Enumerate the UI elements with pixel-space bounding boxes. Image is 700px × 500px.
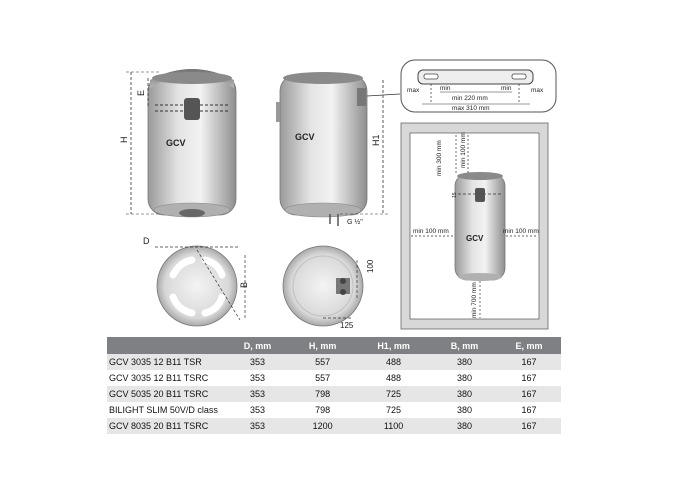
h1-cell: 488 bbox=[355, 354, 432, 370]
dimensions-table bbox=[107, 337, 561, 434]
table-header-row bbox=[107, 337, 561, 354]
h1-cell: 488 bbox=[355, 370, 432, 386]
clearance-bottom-label: min 700 mm bbox=[471, 282, 478, 318]
model-cell: GCV 3035 12 B11 TSRC bbox=[107, 370, 225, 386]
dim-h1-label: H1 bbox=[371, 134, 381, 146]
header-h: H, mm bbox=[290, 337, 355, 354]
front-tank-top bbox=[152, 72, 232, 84]
bracket-slot-left bbox=[424, 74, 438, 79]
table-row bbox=[107, 386, 561, 402]
h-cell: 1200 bbox=[290, 418, 355, 434]
side-brand-label: GCV bbox=[295, 132, 315, 142]
d-cell: 353 bbox=[225, 370, 290, 386]
header-b: B, mm bbox=[432, 337, 497, 354]
dim-e-label: E bbox=[136, 89, 146, 96]
front-tank-body bbox=[148, 75, 236, 215]
d-cell: 353 bbox=[225, 386, 290, 402]
bottom-view bbox=[283, 246, 375, 330]
table-row bbox=[107, 418, 561, 434]
bracket-max-span-label: max 310 mm bbox=[452, 105, 490, 112]
table-row bbox=[107, 354, 561, 370]
dim-d-label: D bbox=[143, 236, 150, 246]
front-brand-label: GCV bbox=[166, 138, 186, 148]
installed-knob-label: 15 bbox=[452, 192, 458, 198]
bracket-min-span-label: min 220 mm bbox=[452, 95, 488, 102]
installed-bracket bbox=[475, 188, 485, 202]
d-cell: 353 bbox=[225, 418, 290, 434]
d-cell: 353 bbox=[225, 354, 290, 370]
side-wall-mount bbox=[357, 88, 366, 106]
table-row bbox=[107, 402, 561, 418]
header-h1: H1, mm bbox=[355, 337, 432, 354]
model-cell: BILIGHT SLIM 50V/D class bbox=[107, 402, 225, 418]
bottom-view-disc bbox=[283, 246, 363, 326]
installed-brand-label: GCV bbox=[466, 234, 484, 243]
clearance-top-label: min 300 mm bbox=[436, 140, 443, 176]
bottom-view-pipe-2 bbox=[340, 289, 346, 295]
h-cell: 557 bbox=[290, 354, 355, 370]
e-cell: 167 bbox=[497, 418, 561, 434]
model-cell: GCV 3035 12 B11 TSR bbox=[107, 354, 225, 370]
side-tank-bottom bbox=[285, 203, 361, 217]
top-view bbox=[143, 236, 249, 326]
bracket-min-right: min bbox=[501, 85, 512, 92]
installed-tank-bottom bbox=[458, 273, 502, 281]
h-cell: 557 bbox=[290, 370, 355, 386]
bracket-detail bbox=[401, 60, 556, 112]
side-tank-body bbox=[280, 75, 367, 215]
dim-b-label: B bbox=[239, 281, 249, 288]
top-view-disc bbox=[157, 246, 237, 326]
header-d: D, mm bbox=[225, 337, 290, 354]
side-tank-top bbox=[283, 72, 363, 84]
front-thermostat-knob bbox=[179, 209, 205, 217]
h-cell: 798 bbox=[290, 386, 355, 402]
installed-tank-top bbox=[457, 172, 503, 180]
b-cell: 380 bbox=[432, 402, 497, 418]
clearance-right-label: min 100 mm bbox=[503, 228, 539, 235]
dim-h-label: H bbox=[119, 136, 129, 143]
bottom-view-pipe-1 bbox=[340, 278, 346, 284]
e-cell: 167 bbox=[497, 370, 561, 386]
d-cell: 353 bbox=[225, 402, 290, 418]
bracket-max-right: max bbox=[531, 87, 544, 94]
dim-125-label: 125 bbox=[340, 321, 354, 330]
clearance-top-label-2: min 100 mm bbox=[460, 132, 467, 168]
detail-pointer bbox=[367, 94, 400, 96]
front-bracket bbox=[184, 98, 200, 120]
header-e: E, mm bbox=[497, 337, 561, 354]
e-cell: 167 bbox=[497, 386, 561, 402]
bracket-slot-right bbox=[512, 74, 526, 79]
b-cell: 380 bbox=[432, 370, 497, 386]
side-view bbox=[276, 72, 400, 226]
dim-100-label: 100 bbox=[366, 259, 375, 273]
pipe-thread-label: G ½" bbox=[347, 219, 363, 226]
e-cell: 167 bbox=[497, 402, 561, 418]
b-cell: 380 bbox=[432, 354, 497, 370]
h1-cell: 725 bbox=[355, 402, 432, 418]
b-cell: 380 bbox=[432, 418, 497, 434]
installation-view bbox=[401, 123, 548, 329]
model-cell: GCV 5035 20 B11 TSRC bbox=[107, 386, 225, 402]
e-cell: 167 bbox=[497, 354, 561, 370]
side-panel bbox=[276, 102, 280, 122]
clearance-left-label: min 100 mm bbox=[413, 228, 449, 235]
h1-cell: 1100 bbox=[355, 418, 432, 434]
table-row bbox=[107, 370, 561, 386]
model-cell: GCV 8035 20 B11 TSRC bbox=[107, 418, 225, 434]
front-view bbox=[119, 69, 236, 217]
header-model bbox=[107, 337, 225, 354]
b-cell: 380 bbox=[432, 386, 497, 402]
h-cell: 798 bbox=[290, 402, 355, 418]
bracket-max-left: max bbox=[407, 87, 420, 94]
bracket-min-left: min bbox=[440, 85, 451, 92]
h1-cell: 725 bbox=[355, 386, 432, 402]
